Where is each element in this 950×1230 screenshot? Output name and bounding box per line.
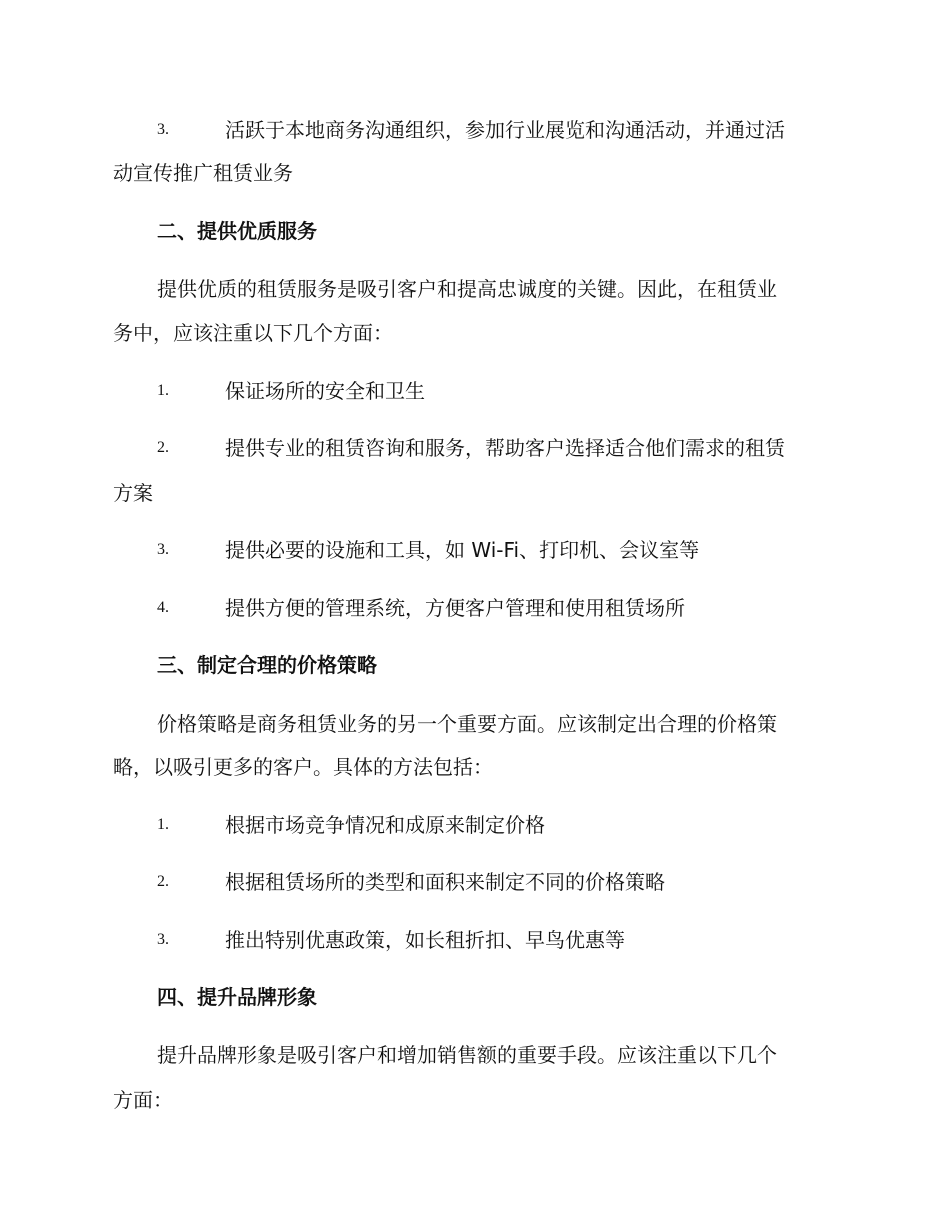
paragraph-cont: 方面： (113, 1088, 173, 1112)
list-item-text-cont: 方案 (113, 481, 153, 505)
list-item-text-cont: 动宣传推广租赁业务 (113, 161, 293, 185)
paragraph: 提升品牌形象是吸引客户和增加销售额的重要手段。应该注重以下几个 (157, 1043, 777, 1067)
section-heading: 四、提升品牌形象 (157, 985, 317, 1009)
list-number: 1. (157, 816, 169, 833)
list-number: 4. (157, 599, 169, 616)
paragraph-cont: 务中，应该注重以下几个方面： (113, 321, 393, 345)
list-number: 3. (157, 121, 169, 138)
paragraph: 价格策略是商务租赁业务的另一个重要方面。应该制定出合理的价格策 (157, 712, 777, 736)
list-item-text: 提供专业的租赁咨询和服务，帮助客户选择适合他们需求的租赁 (225, 436, 785, 460)
section-heading: 二、提供优质服务 (157, 219, 317, 243)
list-number: 3. (157, 541, 169, 558)
list-item-text: 活跃于本地商务沟通组织，参加行业展览和沟通活动，并通过活 (225, 118, 785, 142)
list-item-text: 根据租赁场所的类型和面积来制定不同的价格策略 (225, 870, 665, 894)
section-heading: 三、制定合理的价格策略 (157, 653, 377, 677)
list-number: 1. (157, 382, 169, 399)
list-item-text: 保证场所的安全和卫生 (225, 379, 425, 403)
list-item-text: 根据市场竞争情况和成原来制定价格 (225, 813, 545, 837)
paragraph-cont: 略，以吸引更多的客户。具体的方法包括： (113, 755, 493, 779)
list-item-text: 提供方便的管理系统，方便客户管理和使用租赁场所 (225, 596, 685, 620)
list-number: 2. (157, 873, 169, 890)
list-number: 3. (157, 931, 169, 948)
list-item-text: 推出特别优惠政策，如长租折扣、早鸟优惠等 (225, 928, 625, 952)
paragraph: 提供优质的租赁服务是吸引客户和提高忠诚度的关键。因此，在租赁业 (157, 277, 777, 301)
list-item-text: 提供必要的设施和工具，如 Wi-Fi、打印机、会议室等 (225, 538, 700, 562)
list-number: 2. (157, 439, 169, 456)
